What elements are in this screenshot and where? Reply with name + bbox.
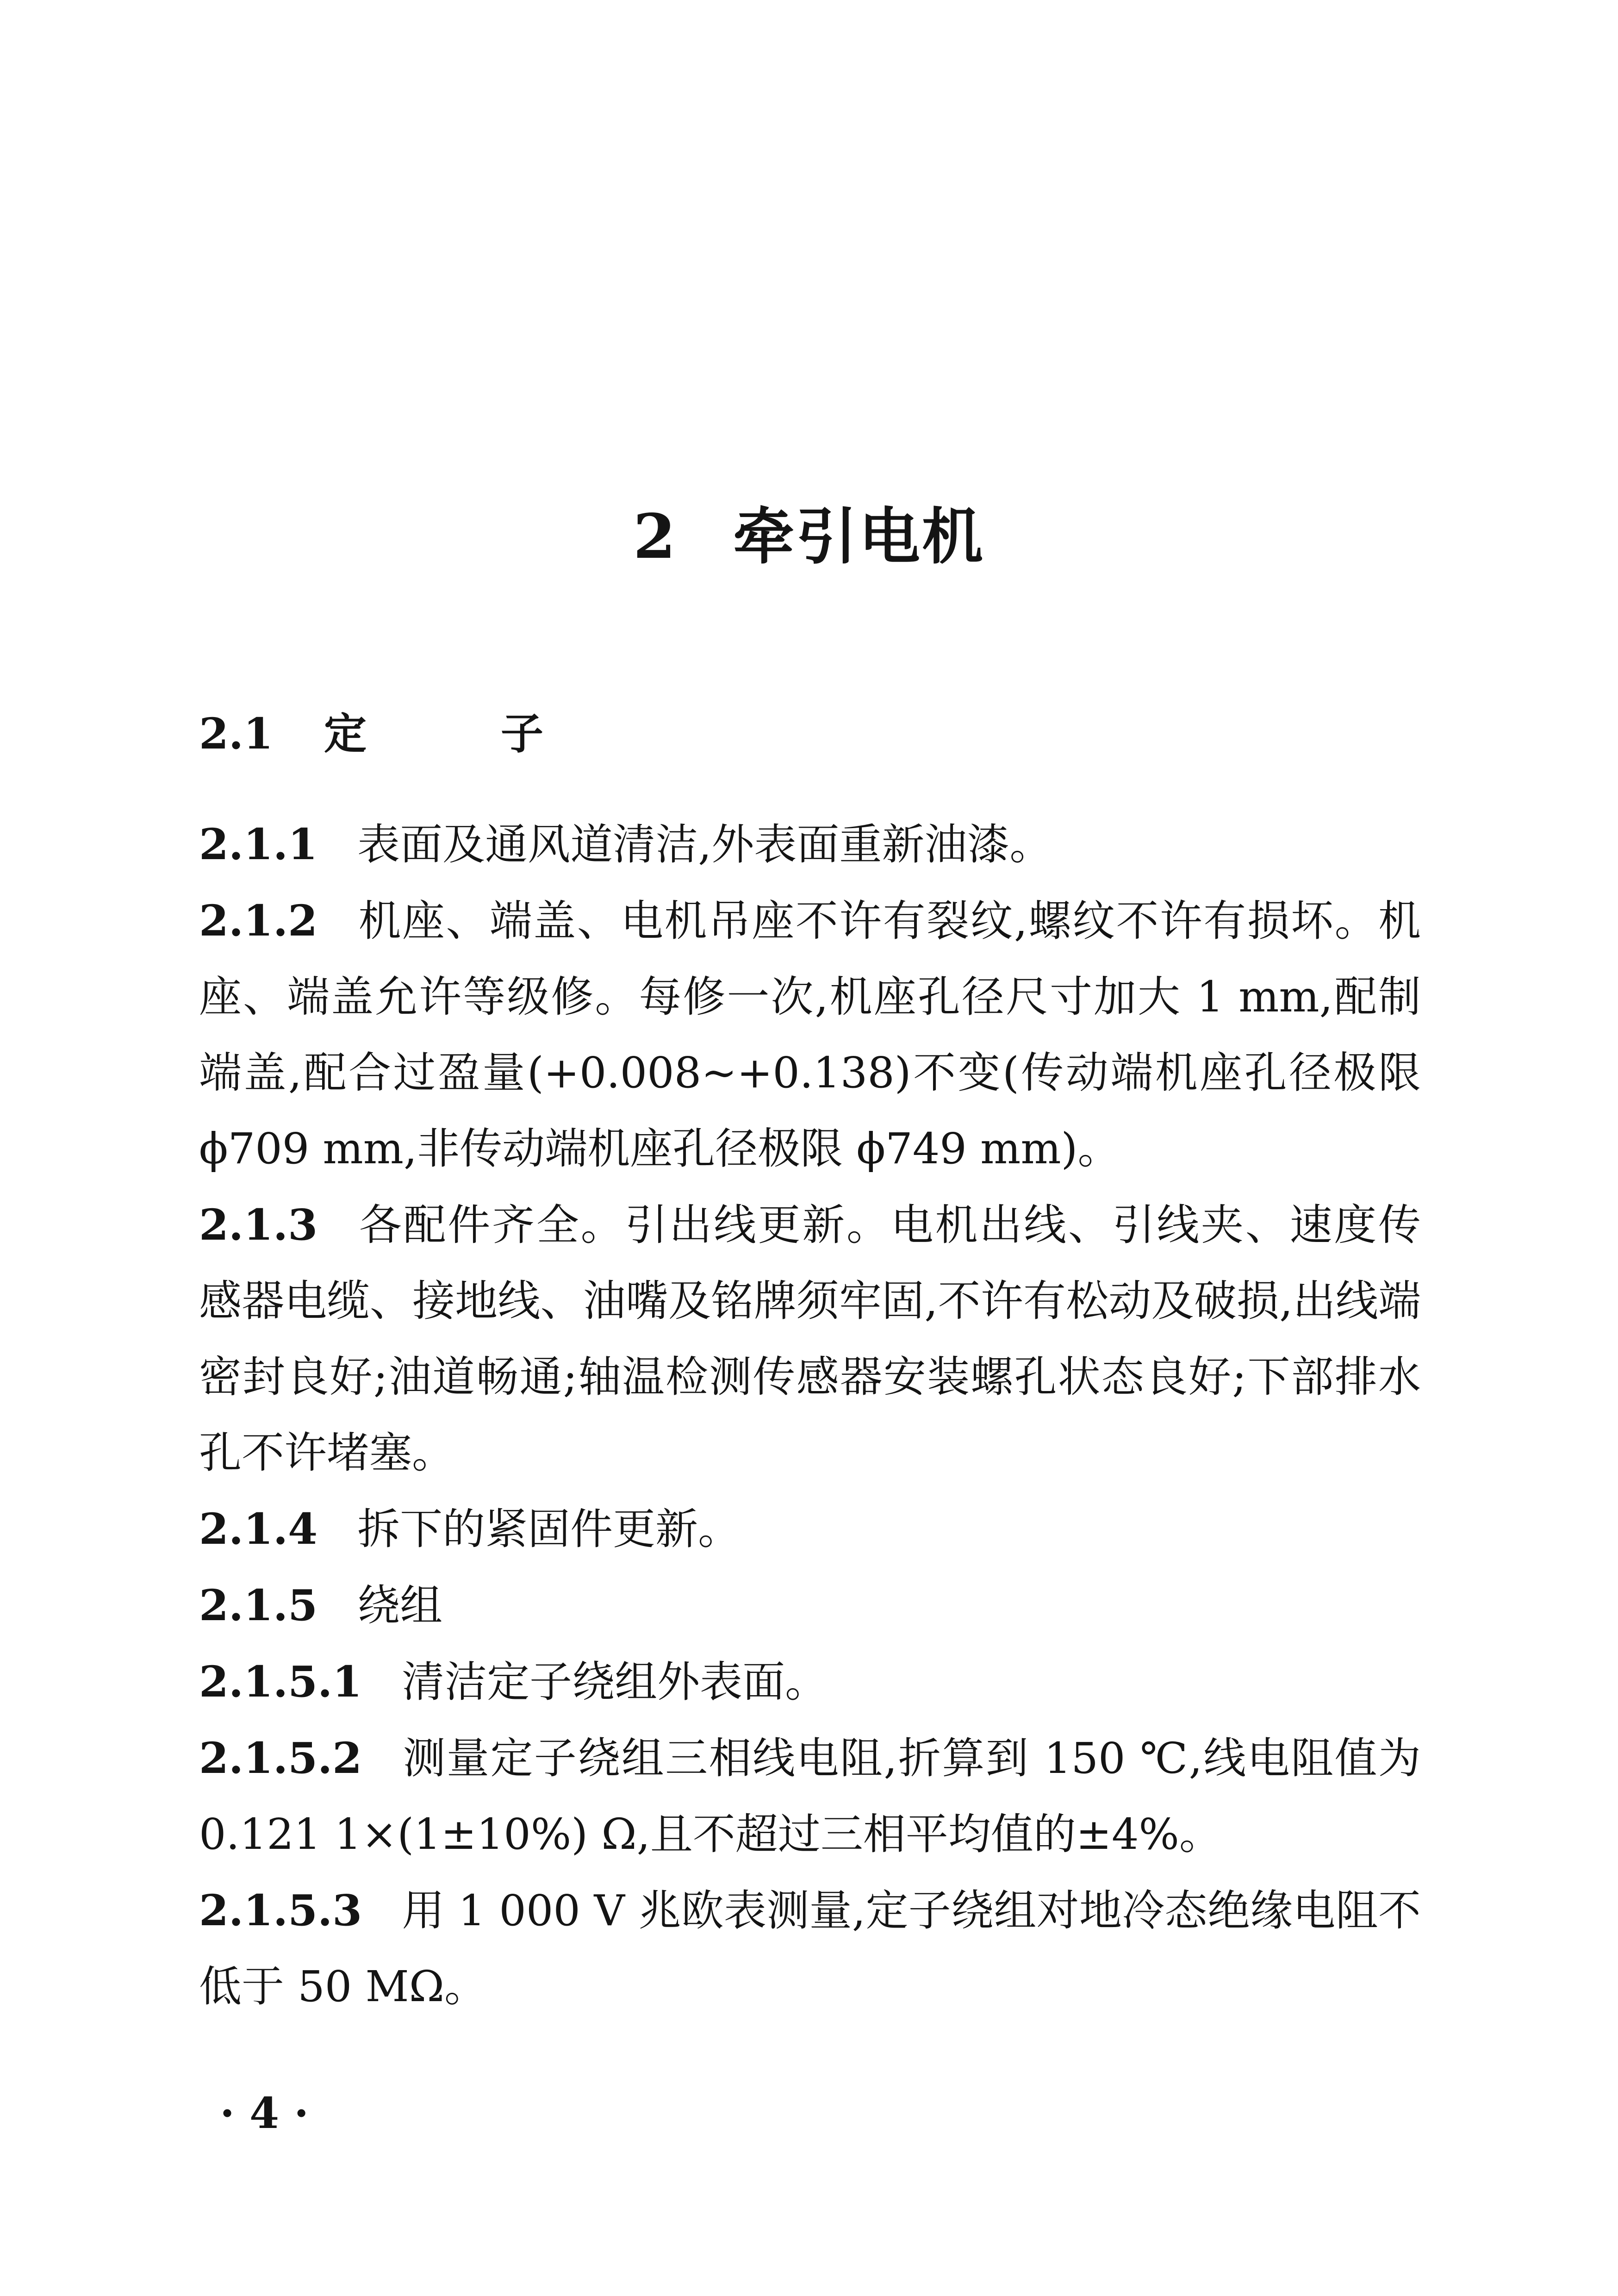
clause-number: 2.1.5.1 (199, 1657, 362, 1707)
clause-number: 2.1.4 (199, 1504, 318, 1554)
clause-text: 清洁定子绕组外表面。 (402, 1657, 828, 1707)
chapter-title (0, 498, 1618, 576)
chapter-title-text: 牵引电机 (733, 501, 985, 573)
clause-paragraph (199, 1872, 1421, 2025)
clause-text: 测量定子绕组三相线电阻,折算到 150 ℃,线电阻值为 0.121 1×(1±10%) Ω,且不超过三相平均值的±4%。 (199, 1734, 1421, 1859)
clause-text: 拆下的紧固件更新。 (357, 1504, 741, 1554)
section-number: 2.1 (199, 709, 274, 759)
clause-paragraph (199, 1567, 1421, 1644)
clause-text: 表面及通风道清洁,外表面重新油漆。 (357, 820, 1052, 869)
clause-paragraph (199, 1644, 1421, 1720)
body-text (199, 806, 1421, 2025)
clause-number: 2.1.1 (199, 819, 318, 869)
clause-text: 机座、端盖、电机吊座不许有裂纹,螺纹不许有损坏。机座、端盖允许等级修。每修一次,机座孔径尺寸加大 1 mm,配制端盖,配合过盈量(+0.008~+0.138)不变(传动端机座孔径极限 ϕ709 mm,非传动端机座孔径极限 ϕ749 mm)。 (199, 896, 1421, 1173)
section-title: 定子 (324, 709, 678, 759)
clause-text: 绕组 (357, 1581, 443, 1630)
clause-number: 2.1.5 (199, 1580, 318, 1630)
clause-paragraph (199, 1187, 1421, 1491)
clause-number: 2.1.3 (199, 1200, 318, 1250)
clause-text: 用 1 000 V 兆欧表测量,定子绕组对地冷态绝缘电阻不低于 50 MΩ。 (199, 1886, 1421, 2011)
clause-paragraph (199, 883, 1421, 1187)
clause-paragraph (199, 1720, 1421, 1872)
clause-number: 2.1.5.2 (199, 1733, 362, 1783)
page-number: · 4 · (220, 2088, 309, 2138)
chapter-number: 2 (633, 501, 678, 573)
clause-text: 各配件齐全。引出线更新。电机出线、引线夹、速度传感器电缆、接地线、油嘴及铭牌须牢固,不许有松动及破损,出线端密封良好;油道畅通;轴温检测传感器安装螺孔状态良好;下部排水孔不许堵塞。 (199, 1200, 1421, 1478)
clause-paragraph (199, 806, 1421, 883)
clause-paragraph (199, 1491, 1421, 1567)
section-heading (199, 699, 678, 768)
clause-number: 2.1.2 (199, 896, 318, 946)
clause-number: 2.1.5.3 (199, 1885, 362, 1935)
